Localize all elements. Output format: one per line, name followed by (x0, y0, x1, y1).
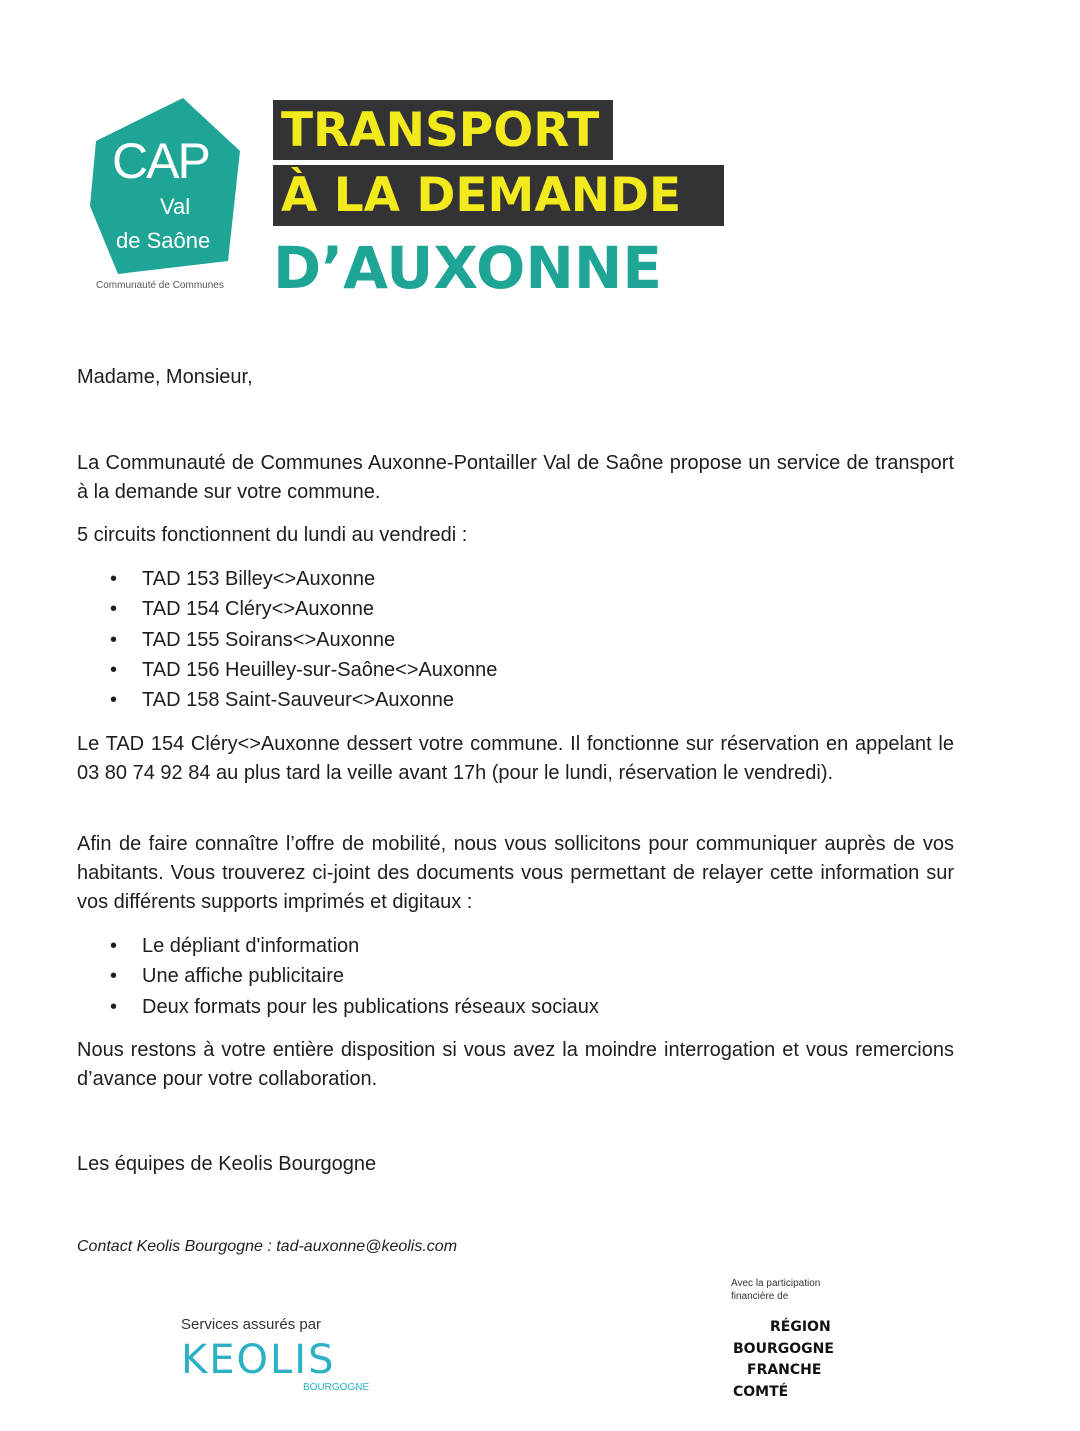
title-line-3: D’AUXONNE (273, 234, 663, 302)
request-paragraph: Afin de faire connaître l’offre de mobilité, nous vous sollicitons pour communiquer auprès de vos habitants. Vous trouverez ci-joint des documents vous permettant de relayer cette information sur vos différents supports imprimés et digitaux : (77, 833, 954, 913)
contact-line: Contact Keolis Bourgogne : tad-auxonne@keolis.com (77, 1238, 458, 1255)
participation-label: Avec la participation financière de (731, 1278, 821, 1302)
region-line: COMTÉ (733, 1383, 789, 1400)
list-item: • Deux formats pour les publications réseaux sociaux (77, 992, 599, 1022)
list-item: • TAD 153 Billey<>Auxonne (77, 564, 497, 594)
keolis-sub: BOURGOGNE (303, 1382, 370, 1393)
list-item: • TAD 156 Heuilley-sur-Saône<>Auxonne (77, 655, 497, 685)
list-item: • Le dépliant d'information (77, 931, 599, 961)
circuits-intro: 5 circuits fonctionnent du lundi au vendredi : (77, 524, 468, 546)
circuits-list (77, 564, 497, 715)
title-line-1: TRANSPORT (273, 100, 613, 160)
signature: Les équipes de Keolis Bourgogne (77, 1153, 377, 1175)
region-line: BOURGOGNE (733, 1340, 834, 1357)
keolis-logo: KEOLIS (181, 1337, 336, 1383)
cap-val-de-saone-logo (88, 96, 248, 301)
region-line: FRANCHE (747, 1362, 822, 1378)
list-item: • TAD 154 Cléry<>Auxonne (77, 594, 497, 624)
closing-paragraph: Nous restons à votre entière disposition si vous avez la moindre interrogation et vous remercions d’avance pour votre collaboration. (77, 1039, 954, 1090)
list-item: • TAD 155 Soirans<>Auxonne (77, 625, 497, 655)
region-line: RÉGION (770, 1319, 831, 1335)
greeting: Madame, Monsieur, (77, 366, 253, 388)
services-label: Services assurés par (181, 1316, 322, 1333)
title-line-2: À LA DEMANDE (273, 165, 724, 226)
region-logo (733, 1317, 834, 1403)
logo-saone: de Saône (116, 228, 211, 253)
logo-caption: Communauté de Communes (96, 280, 224, 291)
list-item: • TAD 158 Saint-Sauveur<>Auxonne (77, 685, 497, 715)
logo-val: Val (160, 194, 191, 219)
service-paragraph: Le TAD 154 Cléry<>Auxonne dessert votre commune. Il fonctionne sur réservation en appelant le 03 80 74 92 84 au plus tard la veille avant 17h (pour le lundi, réservation le vendredi). (77, 733, 954, 784)
logo-cap: CAP (112, 133, 209, 189)
intro-paragraph: La Communauté de Communes Auxonne-Pontailler Val de Saône propose un service de transport à la demande sur votre commune. (77, 452, 954, 503)
documents-list (77, 931, 599, 1022)
list-item: • Une affiche publicitaire (77, 961, 599, 991)
